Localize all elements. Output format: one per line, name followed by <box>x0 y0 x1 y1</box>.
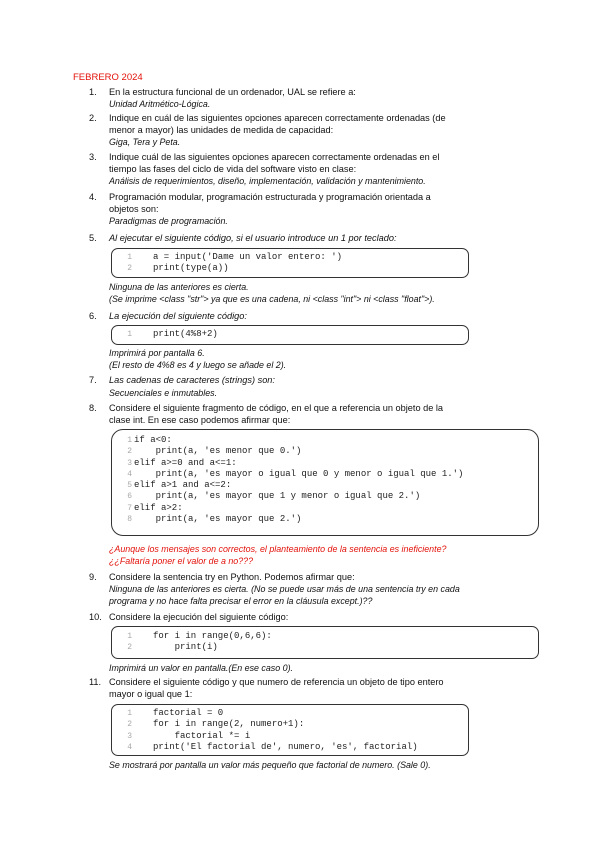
question-line: Las cadenas de caracteres (strings) son: <box>109 375 275 385</box>
answer-text <box>109 760 539 772</box>
code-block <box>111 429 539 536</box>
question-text <box>109 402 519 426</box>
code-line <box>112 491 538 502</box>
question-number: 9. <box>89 572 97 582</box>
answer-line: Se mostrará por pantalla un valor más pequeño que factorial de numero. (Sale 0). <box>109 760 431 770</box>
code-line <box>112 435 538 446</box>
question-number: 5. <box>89 233 97 243</box>
line-number: 1 <box>127 330 132 339</box>
line-number: 4 <box>127 742 132 752</box>
line-number: 2 <box>127 720 132 730</box>
code-text: print(a, 'es mayor que 2.') <box>134 514 302 525</box>
line-number: 1 <box>127 253 132 262</box>
line-number: 1 <box>127 436 132 445</box>
line-number: 3 <box>127 458 132 468</box>
question-text <box>109 374 509 386</box>
question-text <box>109 191 509 215</box>
code-line <box>112 252 468 263</box>
question-line: Indique en cuál de las siguientes opciones aparecen correctamente ordenadas (de <box>109 113 446 123</box>
code-text: print(a, 'es menor que 0.') <box>134 446 302 457</box>
answer-line: (El resto de 4%8 es 4 y luego se añade el 2). <box>109 359 287 370</box>
question-number: 2. <box>89 113 97 123</box>
code-line <box>112 263 468 274</box>
question-line: Al ejecutar el siguiente código, si el usuario introduce un 1 por teclado: <box>109 233 397 243</box>
code-text: if a<0: <box>134 435 172 445</box>
code-block <box>111 704 469 756</box>
answer-line: Unidad Aritmético-Lógica. <box>109 99 211 109</box>
answer-text <box>109 544 539 567</box>
code-text: print('El factorial de', numero, 'es', factorial) <box>153 741 418 752</box>
question-line: menor a mayor) las unidades de medida de capacidad: <box>109 125 334 135</box>
answer-line: Ninguna de las anteriores es cierta. (No se puede usar más de una sentencia try en cada <box>109 584 460 594</box>
question-line: En la estructura funcional de un ordenador, UAL se refiere a: <box>109 87 356 97</box>
line-number: 6 <box>127 492 132 502</box>
line-number: 2 <box>127 643 132 653</box>
answer-line: (Se imprime <class "str"> ya que es una cadena, ni <class "int"> ni <class "float">). <box>109 293 435 304</box>
question-line: mayor o igual que 1: <box>109 689 193 699</box>
code-text: elif a>=0 and a<=1: <box>134 457 237 468</box>
question-number: 1. <box>89 87 97 97</box>
code-block <box>111 626 539 659</box>
answer-line: programa y no hace falta precisar el error en la cláusula except.)?? <box>109 595 373 606</box>
code-text: for i in range(0,6,6): <box>153 631 272 641</box>
question-text <box>109 112 509 136</box>
answer-line: ¿Aunque los mensajes son correctos, el planteamiento de la sentencia es ineficiente? <box>109 544 447 554</box>
answer-text <box>109 348 529 371</box>
question-line: La ejecución del siguiente código: <box>109 311 247 321</box>
line-number: 1 <box>127 709 132 718</box>
question-line: Considere el siguiente fragmento de código, en el que a referencia un objeto de la <box>109 403 444 413</box>
line-number: 4 <box>127 469 132 479</box>
code-text: for i in range(2, numero+1): <box>153 719 305 730</box>
question-text <box>109 232 509 244</box>
code-text: print(type(a)) <box>153 263 229 274</box>
code-text: print(4%8+2) <box>153 329 218 339</box>
answer-text <box>109 584 539 607</box>
answer-line: Ninguna de las anteriores es cierta. <box>109 282 249 292</box>
answer-line: Secuenciales e inmutables. <box>109 388 218 398</box>
answer-line: Giga, Tera y Peta. <box>109 137 181 147</box>
line-number: 5 <box>127 481 132 491</box>
question-line: clase int. En ese caso podemos afirmar que: <box>109 415 291 425</box>
line-number: 3 <box>127 731 132 741</box>
answer-line: ¿¿Faltaría poner el valor de a no??? <box>109 555 254 566</box>
code-line <box>112 742 468 753</box>
line-number: 2 <box>127 264 132 274</box>
code-text: elif a>2: <box>134 502 183 513</box>
answer-line: Imprimirá un valor en pantalla.(En ese caso 0). <box>109 663 293 673</box>
code-text: print(a, 'es mayor o igual que 0 y menor o igual que 1.') <box>134 468 464 479</box>
question-number: 6. <box>89 311 97 321</box>
answer-text <box>109 176 529 188</box>
answer-text <box>109 282 529 305</box>
code-line <box>112 719 468 730</box>
question-text <box>109 310 509 322</box>
answer-text <box>109 137 529 149</box>
question-number: 7. <box>89 375 97 385</box>
question-line: objetos son: <box>109 204 159 214</box>
code-line <box>112 731 468 742</box>
answer-text <box>109 216 529 228</box>
code-line <box>112 469 538 480</box>
answer-text <box>109 99 529 111</box>
question-line: Considere la ejecución del siguiente código: <box>109 612 289 622</box>
code-text: print(a, 'es mayor que 1 y menor o igual que 2.') <box>134 491 421 502</box>
question-text <box>109 571 509 583</box>
code-text: factorial = 0 <box>153 708 224 718</box>
question-line: Considere la sentencia try en Python. Podemos afirmar que: <box>109 572 355 582</box>
code-line <box>112 631 538 642</box>
question-number: 10. <box>89 612 102 622</box>
code-line <box>112 708 468 719</box>
answer-line: Imprimirá por pantalla 6. <box>109 348 205 358</box>
code-text: a = input('Dame un valor entero: ') <box>153 252 343 262</box>
answer-line: Análisis de requerimientos, diseño, implementación, validación y mantenimiento. <box>109 176 426 186</box>
line-number: 7 <box>127 503 132 513</box>
question-line: tiempo las fases del ciclo de vida del software visto en clase: <box>109 164 357 174</box>
code-line <box>112 480 538 491</box>
question-text <box>109 611 509 623</box>
question-text <box>109 151 509 175</box>
code-block <box>111 325 469 345</box>
answer-text <box>109 388 529 400</box>
answer-line: Paradigmas de programación. <box>109 216 228 226</box>
question-number: 11. <box>89 677 102 687</box>
code-line <box>112 514 538 525</box>
code-line <box>112 503 538 514</box>
question-line: Indique cuál de las siguientes opciones aparecen correctamente ordenadas en el <box>109 152 440 162</box>
answer-text <box>109 663 529 675</box>
code-line <box>112 329 468 340</box>
code-text: print(i) <box>153 642 218 653</box>
code-line <box>112 458 538 469</box>
line-number: 2 <box>127 447 132 457</box>
code-line <box>112 642 538 653</box>
question-line: Considere el siguiente código y que numero de referencia un objeto de tipo entero <box>109 677 444 687</box>
line-number: 1 <box>127 632 132 641</box>
question-number: 4. <box>89 192 97 202</box>
code-text: elif a>1 and a<=2: <box>134 480 232 491</box>
question-text <box>109 86 509 98</box>
exam-date-heading: FEBRERO 2024 <box>73 72 143 83</box>
code-block <box>111 248 469 278</box>
code-line <box>112 446 538 457</box>
question-number: 8. <box>89 403 97 413</box>
question-number: 3. <box>89 152 97 162</box>
question-text <box>109 676 519 700</box>
line-number: 8 <box>127 515 132 525</box>
code-text: factorial *= i <box>153 730 251 741</box>
question-line: Programación modular, programación estructurada y programación orientada a <box>109 192 431 202</box>
